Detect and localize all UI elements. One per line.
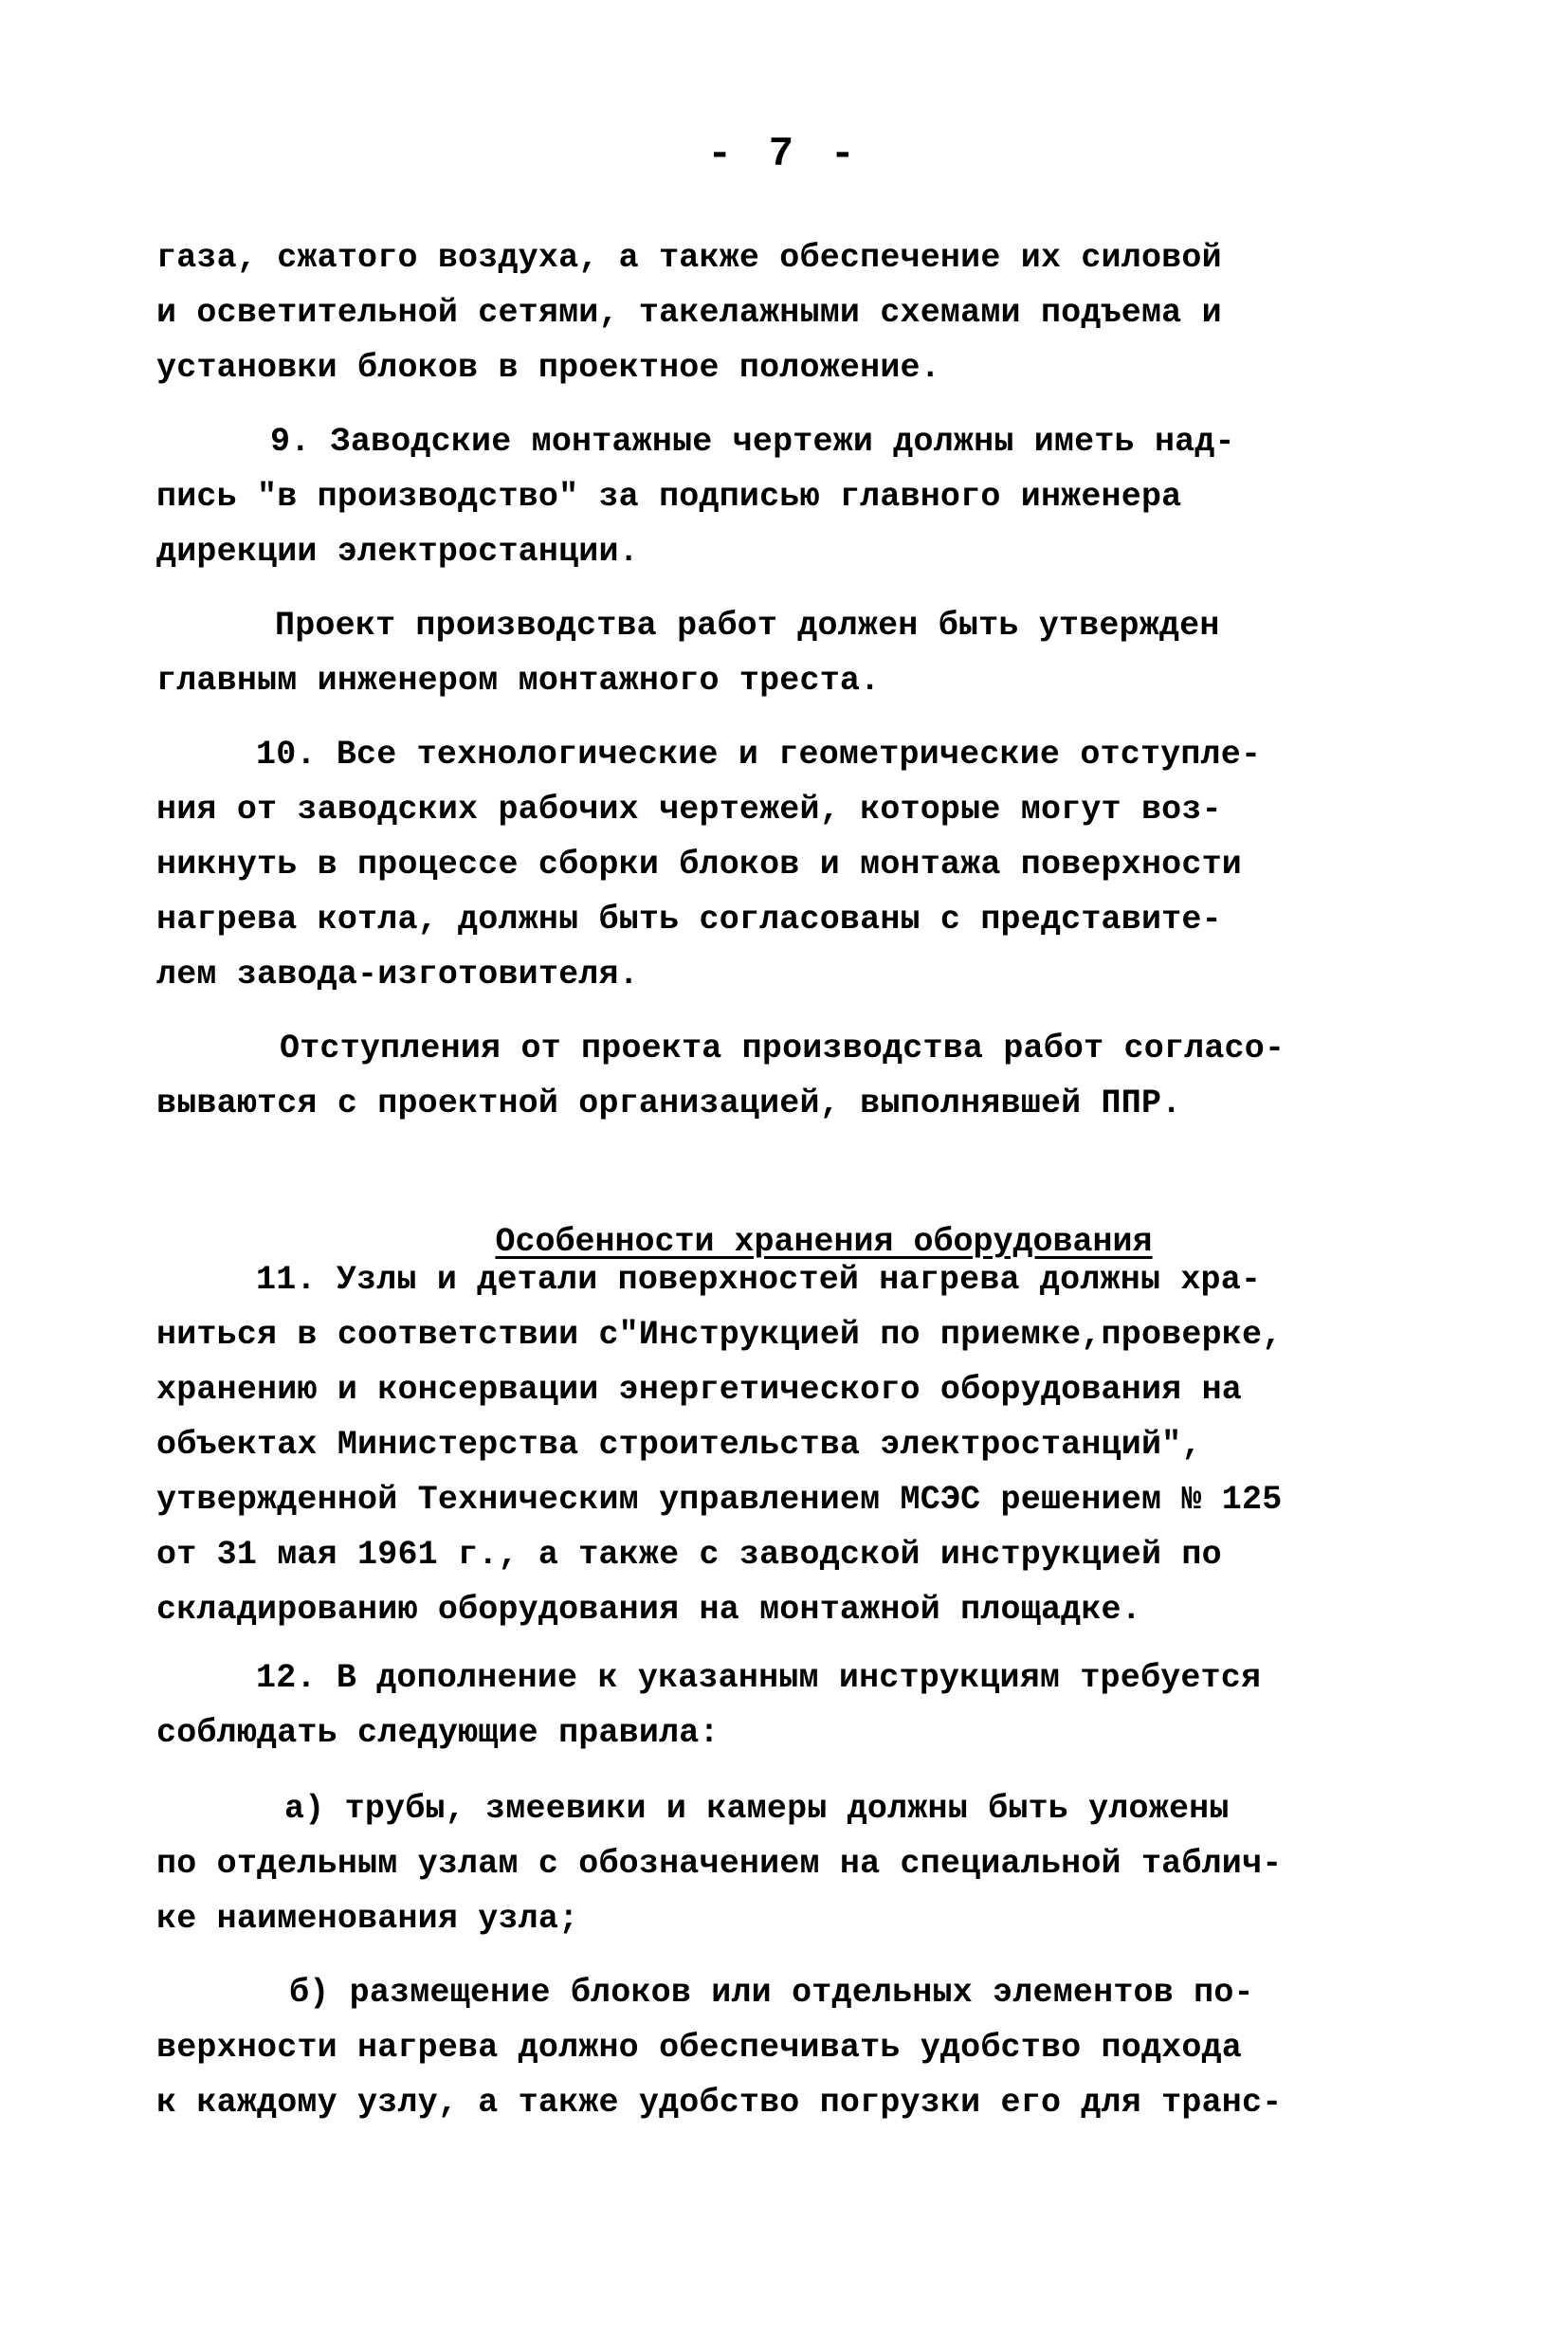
page-number: - 7 - <box>706 131 862 178</box>
paragraph-9-line: дирекции электростанции. <box>156 533 639 571</box>
paragraph-12b-line: б) размещение блоков или отдельных элементов по- <box>289 1974 1254 2012</box>
paragraph-12-line: соблюдать следующие правила: <box>156 1714 720 1752</box>
paragraph-10-line: никнуть в процессе сборки блоков и монтажа поверхности <box>156 846 1242 884</box>
paragraph-11-line: от 31 мая 1961 г., а также с заводской инструкцией по <box>156 1536 1222 1574</box>
paragraph-11-line: ниться в соответствии с"Инструкцией по приемке,проверке, <box>156 1316 1283 1354</box>
text-line: и осветительной сетями, такелажными схемами подъема и <box>156 294 1222 332</box>
paragraph-10-line: ния от заводских рабочих чертежей, которые могут воз- <box>156 791 1222 829</box>
paragraph-9-line: пись "в производство" за подписью главного инженера <box>156 478 1182 516</box>
paragraph-9b-line: Проект производства работ должен быть утвержден <box>275 607 1220 645</box>
paragraph-10b-line: Отступления от проекта производства работ согласо- <box>280 1030 1285 1067</box>
text-line: установки блоков в проектное положение. <box>156 349 940 387</box>
paragraph-10-line: нагрева котла, должны быть согласованы с представите- <box>156 901 1222 939</box>
paragraph-11-line: складированию оборудования на монтажной площадке. <box>156 1591 1141 1629</box>
paragraph-10-line: 10. Все технологические и геометрические отступле- <box>256 736 1262 774</box>
paragraph-11-line: хранению и консервации энергетического оборудования на <box>156 1371 1242 1409</box>
paragraph-11-line: объектах Министерства строительства электростанций", <box>156 1426 1202 1464</box>
paragraph-10b-line: вываются с проектной организацией, выполнявшей ППР. <box>156 1085 1182 1122</box>
paragraph-12b-line: верхности нагрева должно обеспечивать удобство подхода <box>156 2029 1242 2067</box>
paragraph-12a-line: а) трубы, змеевики и камеры должны быть уложены <box>284 1790 1230 1828</box>
paragraph-12-line: 12. В дополнение к указанным инструкциям требуется <box>256 1659 1262 1697</box>
paragraph-9-line: 9. Заводские монтажные чертежи должны иметь над- <box>270 423 1235 461</box>
paragraph-12a-line: ке наименования узла; <box>156 1900 579 1938</box>
section-heading-text: Особенности хранения оборудования <box>495 1223 1153 1261</box>
paragraph-12a-line: по отдельным узлам с обозначением на специальной таблич- <box>156 1845 1283 1883</box>
paragraph-11-line: утвержденной Техническим управлением МСЭС решением № 125 <box>156 1481 1283 1519</box>
paragraph-10-line: лем завода-изготовителя. <box>156 956 639 994</box>
paragraph-9b-line: главным инженером монтажного треста. <box>156 662 881 700</box>
paragraph-12b-line: к каждому узлу, а также удобство погрузки его для транс- <box>156 2084 1283 2122</box>
text-line: газа, сжатого воздуха, а также обеспечение их силовой <box>156 239 1222 277</box>
paragraph-11-line: 11. Узлы и детали поверхностей нагрева должны хра- <box>256 1261 1262 1299</box>
